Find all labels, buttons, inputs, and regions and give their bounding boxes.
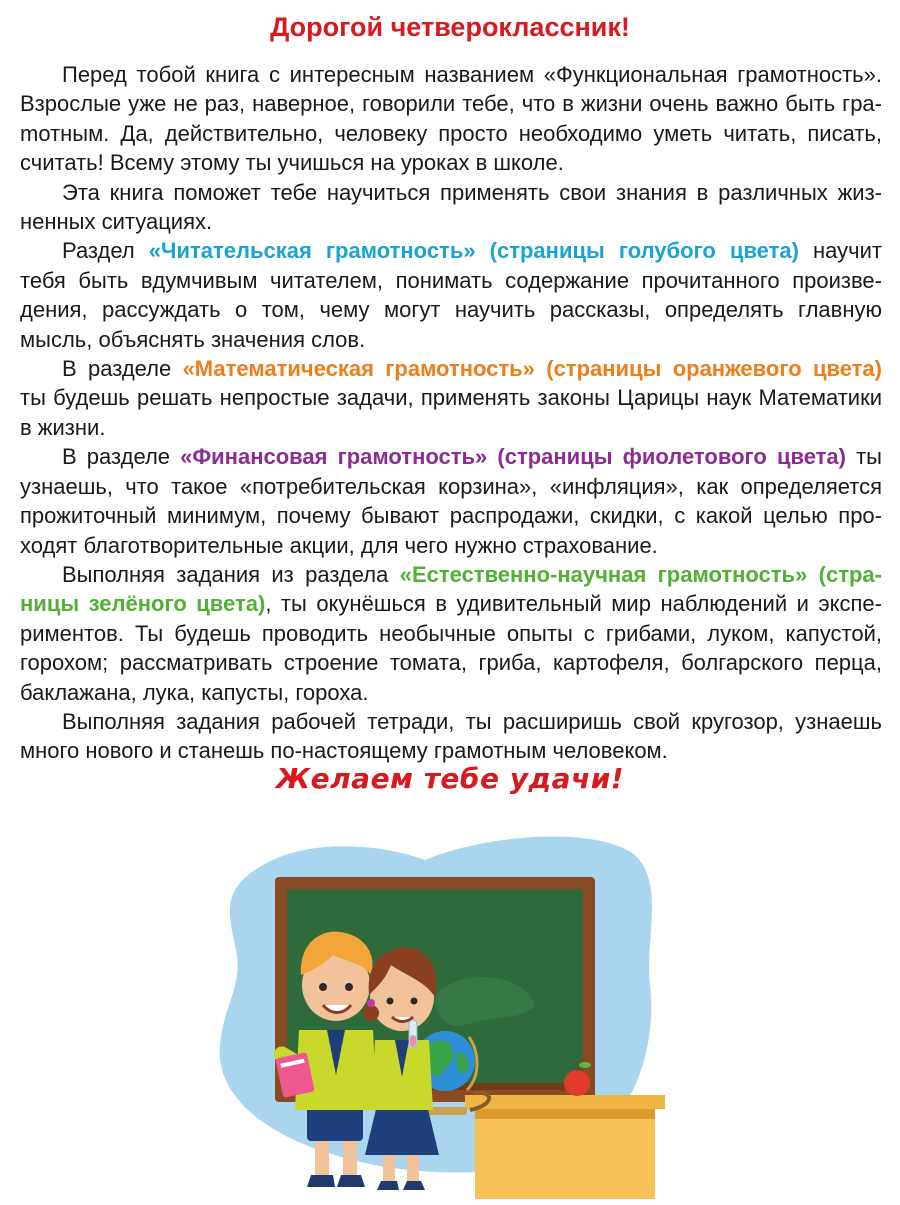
paragraph-text: Перед тобой книга с интересным названием «Функциональная грамотность». Взрослые уже не раз, наверное, говорили тебе, что в жизни очень важно быть граmотным. Да, действительно, человеку просто необходимо уметь читать, писать, считать! Всему этому ты учишься на уроках в школе. [20, 62, 882, 176]
section-name: «Математическая грамотность» (страницы оранжевого цвета) [182, 356, 882, 382]
closing-wish: Желаем тебе удачи! [275, 762, 625, 795]
paragraph-text: Эта книга поможет тебе научиться применять свои знания в различных жизненных ситуациях. [20, 179, 882, 235]
paragraph [20, 707, 882, 766]
desk-icon [465, 1095, 665, 1199]
paragraph [20, 560, 882, 707]
paragraph [20, 178, 882, 237]
intro-text [20, 60, 882, 766]
paragraph-text: В разделе [62, 356, 183, 382]
paragraph-text: научит тебя быть вдумчивым читателем, понимать содержание прочитанного произведения, рассуждать о том, чему могут научить рассказы, определять главную мысль, объяснять значения слов. [20, 238, 882, 352]
section-name: «Читательская грамотность» (страницы голубого цвета) [148, 238, 799, 264]
paragraph [20, 442, 882, 560]
classroom-illustration [195, 815, 675, 1205]
section-name: «Естественно-научная грамотность» (страницы зелёного цвета) [20, 561, 882, 617]
girl-icon [363, 948, 439, 1190]
paragraph-text: ты будешь решать непростые задачи, применять законы Царицы наук Математики в жизни. [20, 385, 882, 440]
paragraph-text: Выполняя задания рабочей тетради, ты расширишь свой кругозор, узнаешь много нового и станешь по-настоящему грамотным человеком. [20, 708, 882, 764]
paragraph [20, 354, 882, 442]
paragraph-text: В разделе [62, 444, 181, 470]
test-tube-icon [409, 1020, 417, 1048]
page-title: Дорогой четвероклассник! [270, 12, 630, 42]
section-name: «Финансовая грамотность» (страницы фиолетового цвета) [180, 444, 846, 470]
paragraph-text: , ты окунёшься в удивительный мир наблюдений и экспериментов. Ты будешь проводить необычные опыты с грибами, луком, капустой, горохом; рассматривать строение томата, гриба, картофеля, болгарского перца, баклажана, лука, капусты, гороха. [20, 591, 882, 705]
paragraph-text: Выполняя задания из раздела [62, 561, 400, 587]
paragraph [20, 60, 882, 178]
paragraph-text: Раздел [62, 238, 149, 264]
paragraph [20, 236, 882, 354]
paragraph-text: ты узнаешь, что такое «потребительская корзина», «инфляция», как определяется прожиточный минимум, почему бывают распродажи, скидки, с какой целью проходят благотворительные акции, для чего нужно страхование. [20, 444, 882, 558]
